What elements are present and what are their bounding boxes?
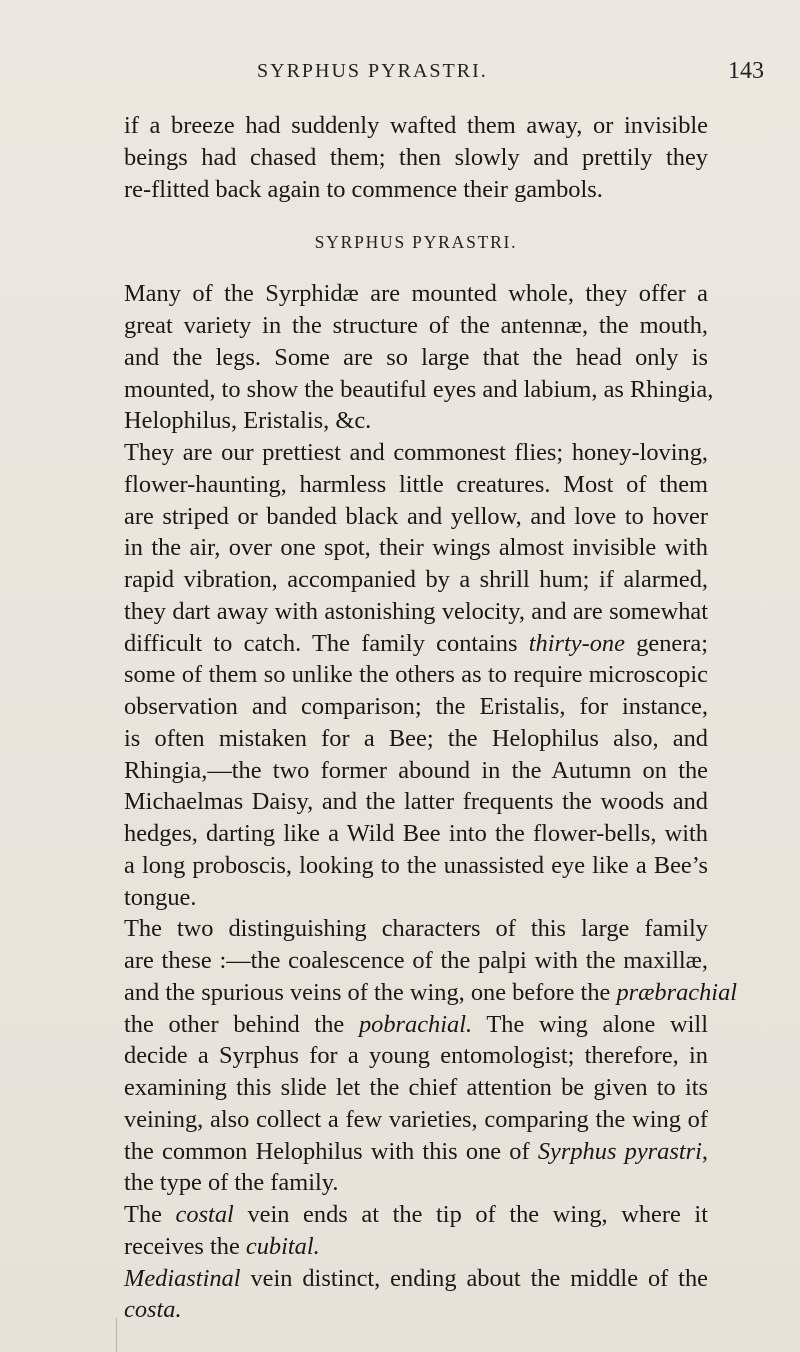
text-line: decide a Syrphus for a young entomologist; therefore, in — [124, 1042, 708, 1070]
section-heading: SYRPHUS PYRASTRI. — [314, 232, 518, 253]
text-line: Helophilus, Eristalis, &c. — [124, 407, 372, 435]
text-line: examining this slide let the chief attention be given to its — [124, 1074, 708, 1101]
italic-word: costa. — [124, 1296, 182, 1324]
text-line: beings had chased them; then slowly and prettily they — [124, 143, 708, 171]
text-line: is often mistaken for a Bee; the Helophilus also, and — [124, 724, 708, 752]
text-line: re-flitted back again to commence their gambols. — [124, 175, 603, 203]
text-line: flower-haunting, harmless little creatures. Most of them — [124, 470, 708, 498]
text-line — [124, 1231, 708, 1263]
text-line: are striped or banded black and yellow, and love to hover — [124, 502, 708, 530]
italic-word: præbrachial — [616, 978, 738, 1006]
page-edge-mark — [116, 1318, 117, 1352]
text-line: are these :—the coalescence of the palpi with the maxillæ, — [124, 947, 708, 974]
text-line: They are our prettiest and commonest flies; honey-loving, — [124, 439, 708, 466]
text-line — [124, 1294, 708, 1326]
italic-word: Mediastinal — [124, 1264, 241, 1292]
italic-word: costal — [175, 1201, 234, 1228]
text-fragment: the other behind the — [124, 1010, 345, 1038]
text-line — [124, 1263, 708, 1295]
text-line: The two distinguishing characters of this large family — [124, 915, 708, 943]
text-line: they dart away with astonishing velocity, and are somewhat — [124, 597, 708, 625]
text-line — [124, 1009, 708, 1041]
text-line: tongue. — [124, 883, 197, 911]
text-line: observation and comparison; the Eristalis, for instance, — [124, 693, 708, 720]
text-line: and the legs. Some are so large that the head only is — [124, 343, 708, 371]
text-fragment: vein ends at the tip of the wing, where it — [247, 1201, 708, 1228]
text-line: a long proboscis, looking to the unassisted eye like a Bee’s — [124, 851, 708, 879]
text-line — [124, 1136, 708, 1168]
text-line: rapid vibration, accompanied by a shrill hum; if alarmed, — [124, 566, 708, 593]
text-line: great variety in the structure of the antennæ, the mouth, — [124, 312, 708, 339]
text-line: Rhingia,—the two former abound in the Autumn on the — [124, 756, 708, 784]
italic-word: pobrachial. — [358, 1010, 473, 1038]
text-fragment: the common Helophilus with this one of — [124, 1137, 530, 1165]
opening-paragraph — [124, 110, 708, 205]
italic-word: thirty-one — [528, 629, 625, 657]
text-fragment: genera; — [636, 629, 708, 657]
italic-word: cubital. — [245, 1232, 320, 1260]
text-fragment: The wing alone will — [486, 1010, 708, 1038]
page-header — [0, 60, 800, 90]
text-fragment: receives the — [124, 1232, 240, 1260]
text-line: hedges, darting like a Wild Bee into the flower-bells, with — [124, 820, 708, 847]
section-paragraph-1 — [124, 278, 714, 437]
italic-word: Syrphus pyrastri, — [537, 1137, 708, 1165]
text-fragment: difficult to catch. The family contains — [124, 629, 518, 657]
text-fragment: vein distinct, ending about the middle of the — [250, 1264, 708, 1292]
text-line: veining, also collect a few varieties, comparing the wing of — [124, 1105, 708, 1133]
section-paragraph-4 — [124, 1199, 708, 1263]
text-line: if a breeze had suddenly wafted them away, or invisible — [124, 112, 708, 139]
text-line: Many of the Syrphidæ are mounted whole, they offer a — [124, 280, 708, 308]
text-fragment: The — [124, 1201, 162, 1228]
text-line: the type of the family. — [124, 1169, 339, 1197]
text-line — [124, 977, 738, 1009]
text-line: some of them so unlike the others as to require microscopic — [124, 661, 708, 689]
text-line: Michaelmas Daisy, and the latter frequents the woods and — [124, 788, 708, 816]
page-number: 143 — [728, 58, 764, 84]
running-title: SYRPHUS PYRASTRI. — [257, 60, 488, 82]
text-line: mounted, to show the beautiful eyes and labium, as Rhingia, — [124, 375, 714, 403]
text-fragment: and the spurious veins of the wing, one before the — [124, 978, 611, 1006]
text-line — [124, 628, 708, 660]
section-paragraph-5 — [124, 1263, 708, 1327]
text-line — [124, 1199, 708, 1231]
text-line: in the air, over one spot, their wings almost invisible with — [124, 534, 708, 562]
section-paragraph-2 — [124, 437, 708, 913]
body-text — [124, 110, 738, 1326]
section-paragraph-3 — [124, 913, 738, 1199]
